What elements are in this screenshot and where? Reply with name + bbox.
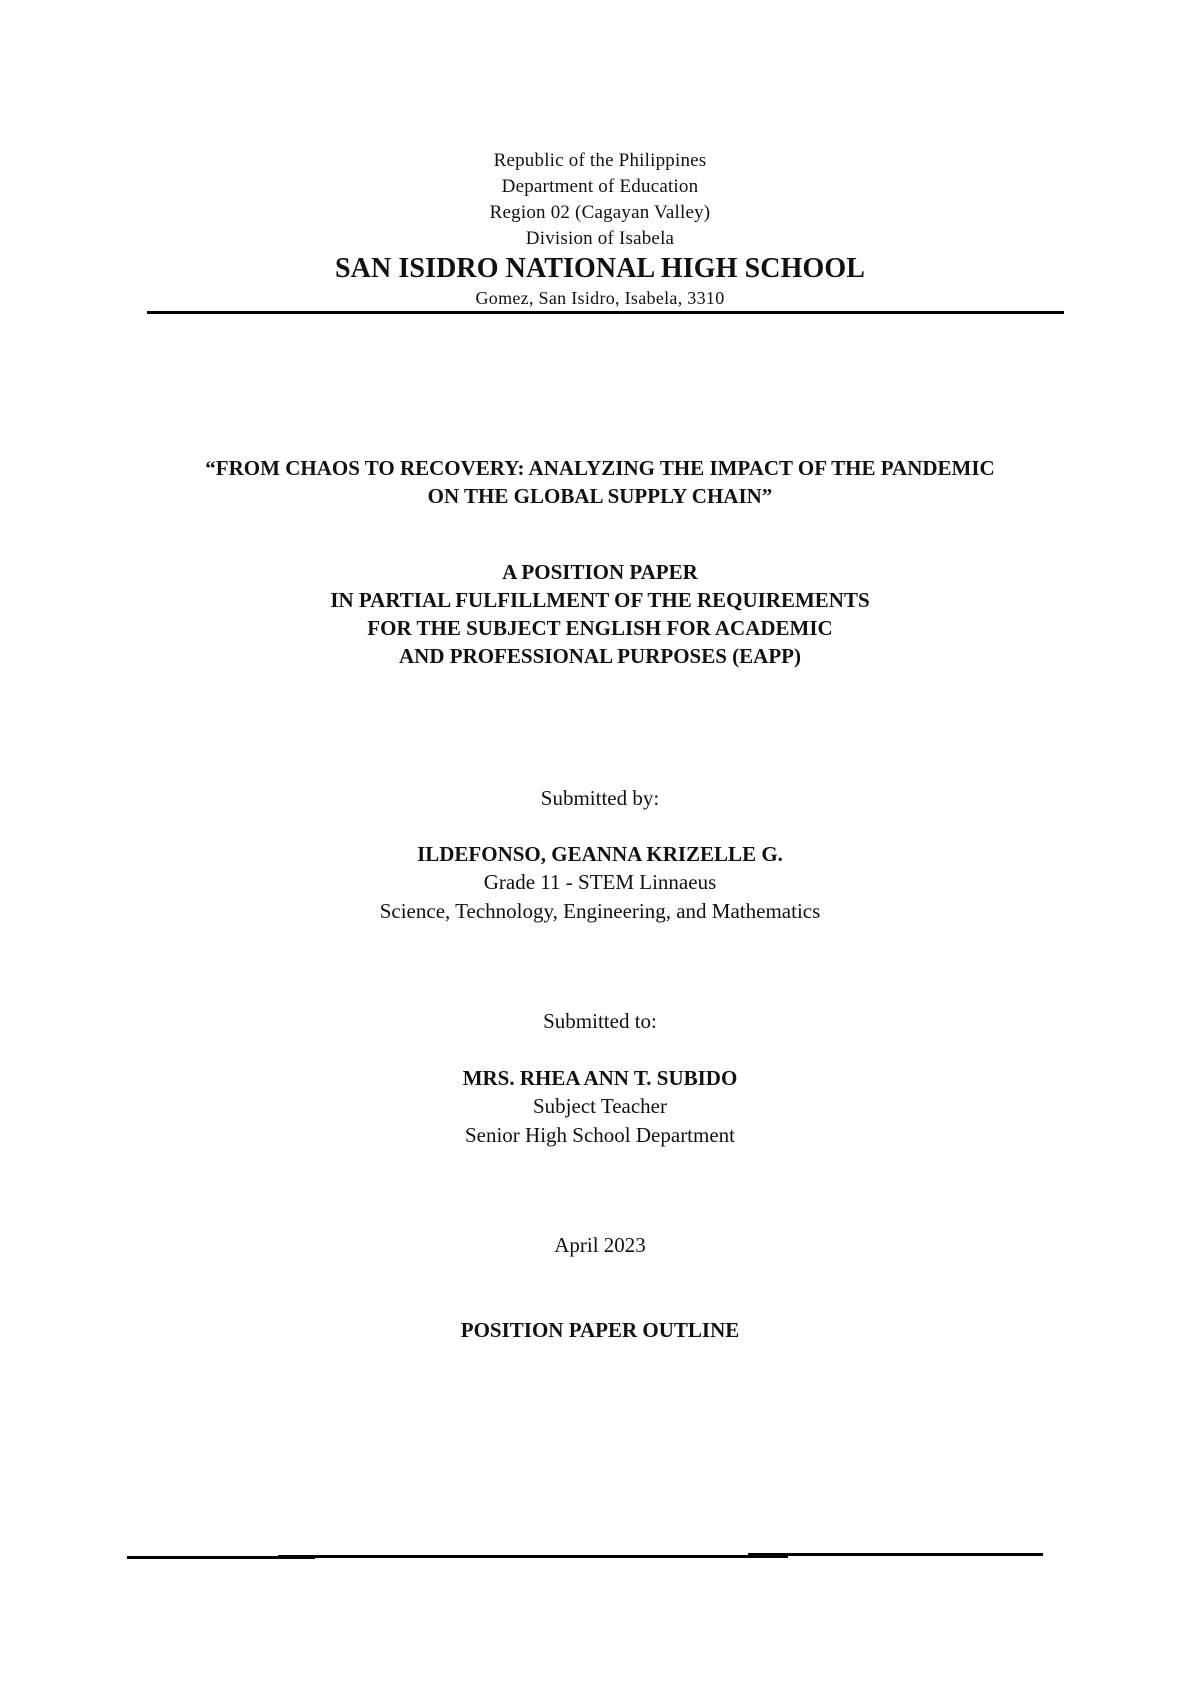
paper-title (0, 454, 1200, 510)
footer-rule-right (748, 1553, 1043, 1556)
header-divider (147, 311, 1064, 314)
submitted-to-text: Submitted to: (543, 1009, 657, 1033)
paper-description (0, 558, 1200, 670)
outline-heading (0, 1316, 1200, 1344)
title-line-1: “FROM CHAOS TO RECOVERY: ANALYZING THE IMPACT OF THE PANDEMIC (205, 456, 995, 480)
submitted-to-label (0, 1007, 1200, 1036)
description-line-2: IN PARTIAL FULFILLMENT OF THE REQUIREMENTS (330, 588, 870, 612)
student-strand: Science, Technology, Engineering, and Mathematics (379, 899, 821, 923)
teacher-name: MRS. RHEA ANN T. SUBIDO (462, 1066, 738, 1090)
teacher-role: Subject Teacher (533, 1094, 667, 1118)
teacher-department: Senior High School Department (464, 1123, 736, 1147)
submitted-by-block (0, 840, 1200, 926)
student-name: ILDEFONSO, GEANNA KRIZELLE G. (417, 842, 783, 866)
outline-heading-text: POSITION PAPER OUTLINE (460, 1318, 740, 1342)
division-line: Division of Isabela (525, 228, 675, 249)
department-line: Department of Education (501, 176, 699, 197)
submitted-by-text: Submitted by: (540, 786, 660, 810)
description-line-4: AND PROFESSIONAL PURPOSES (EAPP) (399, 644, 801, 668)
footer-rule-middle (278, 1555, 788, 1558)
title-line-2: ON THE GLOBAL SUPPLY CHAIN” (427, 484, 773, 508)
country-line: Republic of the Philippines (493, 150, 707, 171)
school-address: Gomez, San Isidro, Isabela, 3310 (475, 288, 725, 308)
letterhead (0, 148, 1200, 310)
description-line-3: FOR THE SUBJECT ENGLISH FOR ACADEMIC (367, 616, 833, 640)
submitted-to-block (0, 1064, 1200, 1150)
region-line: Region 02 (Cagayan Valley) (489, 202, 711, 223)
description-line-1: A POSITION PAPER (502, 560, 698, 584)
date-text: April 2023 (554, 1233, 646, 1257)
school-name: SAN ISIDRO NATIONAL HIGH SCHOOL (334, 253, 866, 284)
student-grade: Grade 11 - STEM Linnaeus (483, 870, 717, 894)
submission-date (0, 1231, 1200, 1260)
submitted-by-label (0, 784, 1200, 813)
